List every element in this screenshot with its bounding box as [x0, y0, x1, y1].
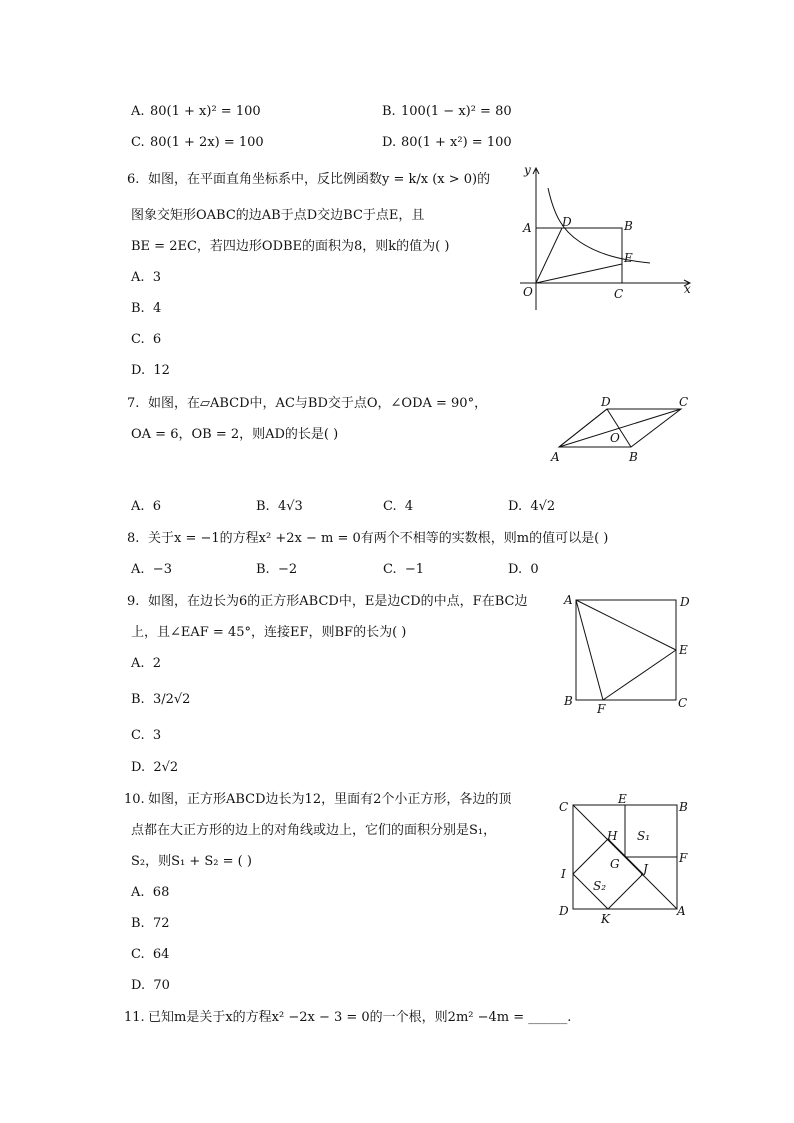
q10-label-d: D: [559, 904, 569, 918]
q8-line1: 关于x = −1的方程x² +2x − m = 0有两个不相等的实数根，则m的值可以是( ): [148, 531, 609, 546]
q6-number: 6.: [127, 172, 140, 187]
q9-segment-ae: [576, 600, 676, 650]
q5-option-c: C.: [131, 135, 145, 150]
q9-option-c: C. 3: [131, 728, 162, 743]
q6-line3: BE = 2EC，若四边形ODBE的面积为8，则k的值为( ): [131, 239, 450, 254]
q11-line1: 已知m是关于x的方程x² −2x − 3 = 0的一个根，则2m² −4m = ______.: [148, 1010, 572, 1025]
q10-option-a: A. 68: [131, 885, 170, 900]
q6-label-c: C: [614, 287, 624, 301]
q9-label-c: C: [678, 696, 688, 710]
q10-label-i: I: [561, 867, 566, 881]
q5-option-a-expr: 80(1 + x)² = 100: [150, 104, 261, 119]
q10-label-a: A: [677, 904, 686, 918]
q10-option-b: B. 72: [131, 916, 170, 931]
q6-option-a: A. 3: [131, 270, 162, 285]
q5-option-d: D.: [382, 135, 397, 150]
q7-option-d: D. 4√2: [508, 499, 556, 514]
q10-line1: 如图，正方形ABCD边长为12，里面有2个小正方形，各边的顶: [148, 792, 512, 807]
q7-label-b: B: [629, 450, 638, 464]
q9-label-f: F: [597, 702, 606, 716]
q7-label-a: A: [551, 450, 560, 464]
q9-line1: 如图，在边长为6的正方形ABCD中，E是边CD的中点，F在BC边: [148, 594, 528, 609]
q10-label-f: F: [679, 851, 688, 865]
q8-option-b: B. −2: [256, 562, 298, 577]
q6-label-a: A: [523, 221, 532, 235]
q10-label-g: G: [610, 857, 620, 871]
q6-label-b: B: [624, 219, 633, 233]
q6-line1: 如图，在平面直角坐标系中，反比例函数y = k/x (x > 0)的: [148, 172, 491, 187]
q9-segment-af: [576, 600, 603, 700]
q6-label-d: D: [562, 215, 572, 229]
q10-line3: S₂，则S₁ + S₂ = ( ): [131, 854, 252, 869]
q6-line2: 图象交矩形OABC的边AB于点D交边BC于点E，且: [131, 208, 425, 223]
q9-option-b: B. 3/2√2: [131, 692, 191, 707]
q7-line1: 如图，在▱ABCD中，AC与BD交于点O，∠ODA = 90°，: [148, 396, 488, 411]
q5-option-b-expr: 100(1 − x)² = 80: [401, 104, 512, 119]
q10-label-k: K: [601, 912, 610, 926]
q10-line2: 点都在大正方形的边上的对角线或边上，它们的面积分别是S₁，: [131, 823, 497, 838]
q7-diagonal-ac: [559, 409, 681, 447]
q7-figure: [545, 392, 695, 467]
q10-label-c: C: [559, 800, 569, 814]
q5-option-d-expr: 80(1 + x²) = 100: [401, 135, 512, 150]
q7-number: 7.: [127, 396, 140, 411]
q7-option-b: B. 4√3: [256, 499, 303, 514]
q10-label-s1: S₁: [637, 829, 651, 843]
q9-label-d: D: [680, 595, 690, 609]
q5-option-a: A.: [131, 104, 145, 119]
q7-line2: OA = 6，OB = 2，则AD的长是( ): [131, 427, 339, 442]
q7-option-c: C. 4: [383, 499, 414, 514]
q11-number: 11.: [124, 1010, 145, 1025]
q6-option-b: B. 4: [131, 301, 162, 316]
q9-segment-ef: [603, 650, 676, 700]
q10-square-s2: [573, 839, 643, 909]
q6-label-y: y: [524, 163, 531, 177]
q5-option-c-expr: 80(1 + 2x) = 100: [150, 135, 264, 150]
q7-label-c: C: [679, 395, 689, 409]
q10-label-h: H: [607, 829, 618, 843]
q10-label-e: E: [618, 792, 627, 806]
q9-square: [576, 600, 676, 700]
q6-option-d: D. 12: [131, 363, 170, 378]
q9-label-e: E: [679, 643, 688, 657]
q7-option-a: A. 6: [131, 499, 162, 514]
q10-option-c: C. 64: [131, 947, 170, 962]
q6-label-o: O: [523, 285, 533, 299]
q7-label-d: D: [601, 395, 611, 409]
q8-option-d: D. 0: [508, 562, 539, 577]
q10-label-b: B: [679, 800, 688, 814]
q7-side-ad: [559, 409, 607, 447]
q5-option-b: B.: [382, 104, 396, 119]
q10-option-d: D. 70: [131, 978, 170, 993]
q10-label-j: J: [643, 862, 648, 876]
q8-option-c: C. −1: [383, 562, 425, 577]
q6-label-e: E: [624, 251, 633, 265]
q9-label-b: B: [564, 694, 573, 708]
q9-option-a: A. 2: [131, 656, 162, 671]
q6-option-c: C. 6: [131, 332, 162, 347]
q6-label-x: x: [684, 282, 691, 296]
q10-figure: [555, 792, 695, 930]
q6-figure: [510, 160, 700, 310]
q9-line2: 上，且∠EAF = 45°，连接EF，则BF的长为( ): [131, 625, 407, 640]
q6-segment-oe: [536, 264, 622, 283]
q9-option-d: D. 2√2: [131, 760, 179, 775]
q10-label-s2: S₂: [593, 879, 607, 893]
q8-number: 8.: [127, 531, 140, 546]
q10-square-s1: [625, 805, 677, 857]
q6-segment-od: [536, 228, 562, 283]
q7-label-o: O: [610, 431, 620, 445]
q10-number: 10.: [124, 792, 145, 807]
q9-number: 9.: [127, 594, 140, 609]
q9-label-a: A: [564, 593, 573, 607]
q8-option-a: A. −3: [131, 562, 172, 577]
q9-figure: [560, 590, 700, 715]
